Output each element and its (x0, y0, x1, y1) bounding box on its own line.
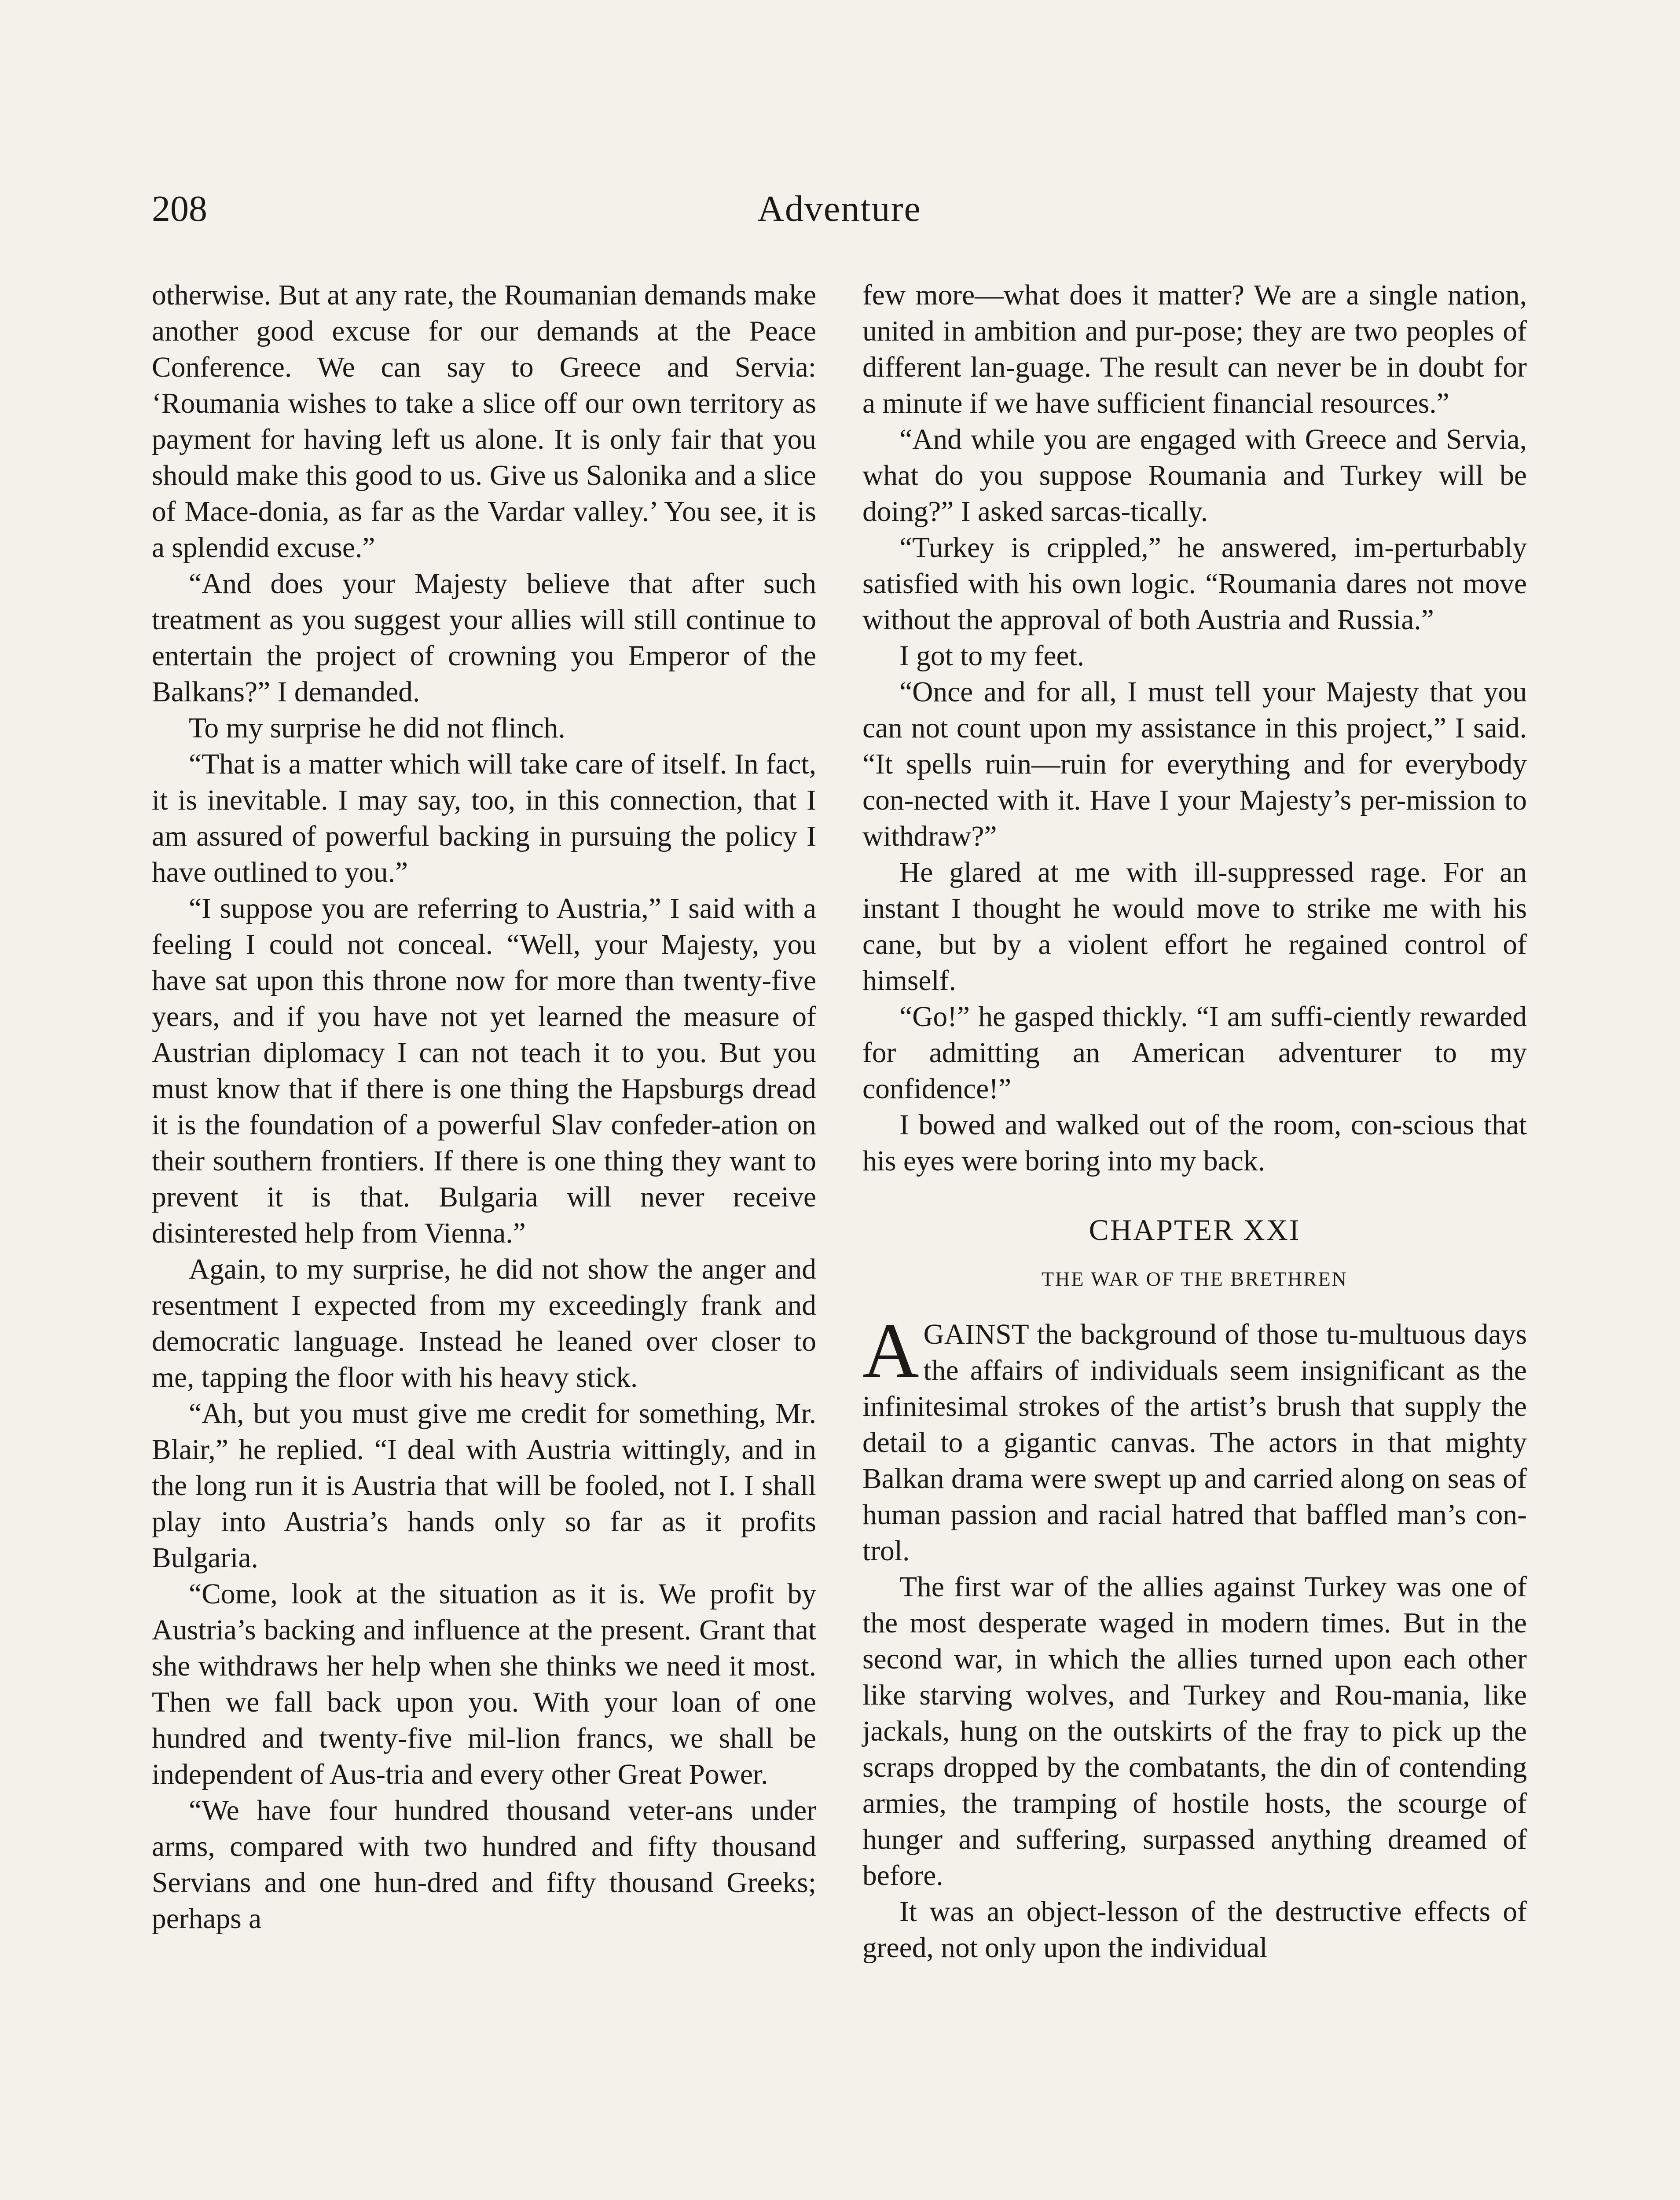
chapter-opening-paragraph (862, 1307, 1527, 1569)
paragraph: “I suppose you are referring to Austria,” I said with a feeling I could not conceal. “Well, your Majesty, you have sat upon this throne now for more than twenty-five years, and if you have not yet learned the measure of Austrian diplomacy I can not teach it to you. But you must know that if there is one thing the Hapsburgs dread it is the foundation of a powerful Slav confeder-ation on their southern frontiers. If there is one thing they want to prevent it is that. Bulgaria will never receive disinterested help from Vienna.” (152, 893, 816, 1249)
paragraph: I bowed and walked out of the room, con-scious that his eyes were boring into my back. (862, 1109, 1527, 1177)
left-column (152, 277, 816, 2200)
running-title: Adventure (757, 188, 921, 229)
paragraph: He glared at me with ill-suppressed rage. For an instant I thought he would move to strike me with his cane, but by a violent effort he regained control of himself. (862, 857, 1527, 997)
paragraph: few more—what does it matter? We are a single nation, united in ambition and pur-pose; they are two peoples of different lan-guage. The result can never be in doubt for a minute if we have sufficient financial resources.” (862, 279, 1527, 419)
paragraph: The first war of the allies against Turkey was one of the most desperate waged in modern times. But in the second war, in which the allies turned upon each other like starving wolves, and Turkey and Rou-mania, like jackals, hung on the outskirts of the fray to pick up the scraps dropped by the combatants, the din of contending armies, the tramping of hostile hosts, the scourge of hunger and suffering, surpassed anything dreamed of before. (862, 1571, 1527, 1892)
paragraph: otherwise. But at any rate, the Roumanian demands make another good excuse for our demands at the Peace Conference. We can say to Greece and Servia: ‘Roumania wishes to take a slice off our own territory as payment for having left us alone. It is only fair that you should make this good to us. Give us Salonika and a slice of Mace-donia, as far as the Vardar valley.’ You see, it is a splendid excuse.” (152, 279, 816, 564)
chapter-subtitle: THE WAR OF THE BRETHREN (1042, 1268, 1348, 1290)
paragraph: “Once and for all, I must tell your Majesty that you can not count upon my assistance in this project,” I said. “It spells ruin—ruin for everything and for everybody con-nected with it. Have I your Majesty’s per-mission to withdraw?” (862, 676, 1527, 852)
paragraph: It was an object-lesson of the destructive effects of greed, not only upon the individual (862, 1896, 1527, 1964)
paragraph: To my surprise he did not flinch. (189, 712, 565, 744)
chapter-title: CHAPTER XXI (1089, 1213, 1301, 1247)
paragraph: “Ah, but you must give me credit for something, Mr. Blair,” he replied. “I deal with Austria wittingly, and in the long run it is Austria that will be fooled, not I. I shall play into Austria’s hands only so far as it profits Bulgaria. (152, 1398, 816, 1574)
drop-cap: A (862, 1307, 919, 1394)
right-column (862, 277, 1527, 2200)
paragraph: “And while you are engaged with Greece and Servia, what do you suppose Roumania and Turkey will be doing?” I asked sarcas-tically. (862, 424, 1527, 528)
page-header (152, 185, 1527, 242)
paragraph: “That is a matter which will take care of itself. In fact, it is inevitable. I may say, too, in this connection, that I am assured of powerful backing in pursuing the policy I have outlined to you.” (152, 748, 816, 888)
opening-text: GAINST the background of those tu-multuous days the affairs of individuals seem insignificant as the infinitesimal strokes of the artist’s brush that supply the detail to a gigantic canvas. The actors in that mighty Balkan drama were swept up and carried along on seas of human passion and racial hatred that baffled man’s con-trol. (862, 1319, 1527, 1567)
page-number: 208 (152, 188, 207, 229)
paragraph: “We have four hundred thousand veter-ans under arms, compared with two hundred and fifty thousand Servians and one hun-dred and fifty thousand Greeks; perhaps a (152, 1795, 816, 1935)
paragraph: “Go!” he gasped thickly. “I am suffi-ciently rewarded for admitting an American adventurer to my confidence!” (862, 1001, 1527, 1105)
paragraph: I got to my feet. (899, 640, 1085, 672)
paragraph: “And does your Majesty believe that after such treatment as you suggest your allies will still continue to entertain the project of crowning you Emperor of the Balkans?” I demanded. (152, 568, 816, 708)
paragraph: “Come, look at the situation as it is. We profit by Austria’s backing and influence at the present. Grant that she withdraws her help when she thinks we need it most. Then we fall back upon you. With your loan of one hundred and twenty-five mil-lion francs, we shall be independent of Aus-tria and every other Great Power. (152, 1578, 816, 1790)
paragraph: Again, to my surprise, he did not show the anger and resentment I expected from my exceedingly frank and democratic language. Instead he leaned over closer to me, tapping the floor with his heavy stick. (152, 1254, 816, 1393)
paragraph: “Turkey is crippled,” he answered, im-perturbably satisfied with his own logic. “Roumania dares not move without the approval of both Austria and Russia.” (862, 532, 1527, 636)
